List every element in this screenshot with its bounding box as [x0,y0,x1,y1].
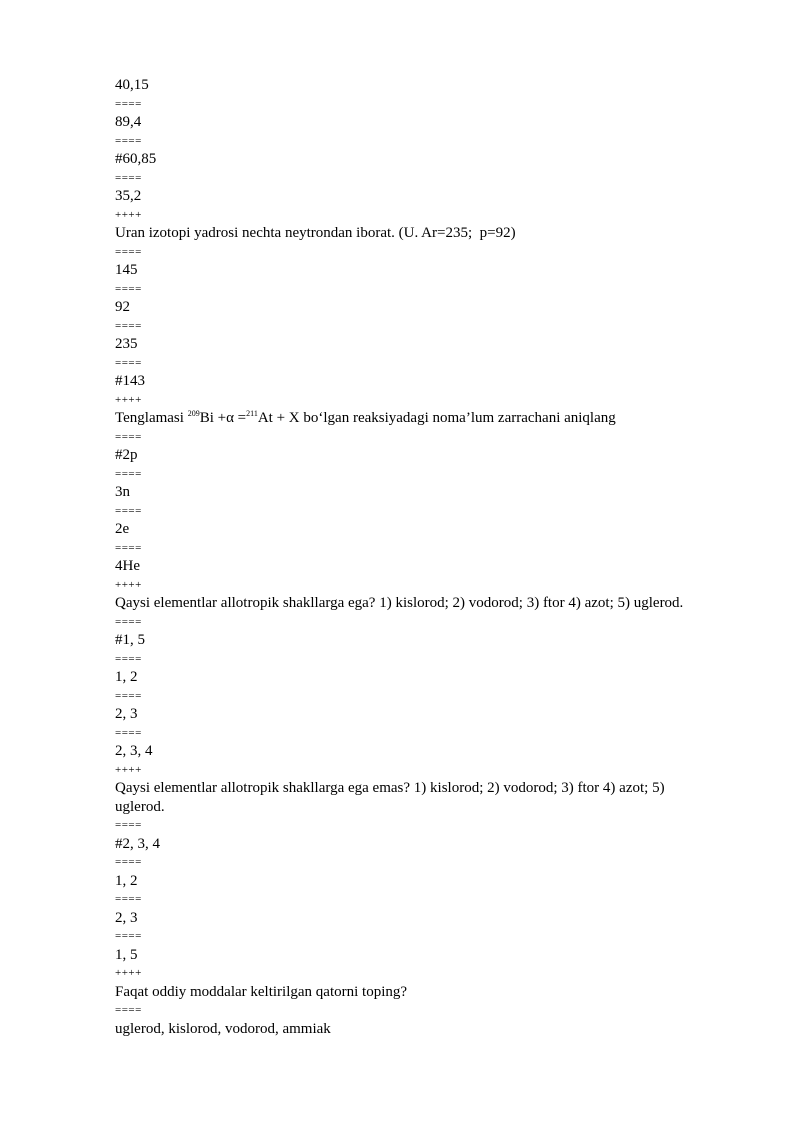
separator-line: ==== [115,134,142,147]
separator-line: ==== [115,819,142,831]
separator-line: ==== [115,726,142,739]
separator-line: ==== [115,356,142,369]
text-line: 3n [115,484,130,500]
document-page [115,76,735,1038]
text-line: Qaysi elementlar allotropik shakllarga ega emas? 1) kislorod; 2) vodorod; 3) ftor 4) azot; 5) uglerod. [115,780,665,815]
separator-line: ==== [115,652,142,665]
mass-number-superscript: 209 [187,409,200,418]
text-line: 2e [115,521,130,537]
text-line: 235 [115,336,138,352]
separator-line: ==== [115,689,142,702]
separator-line: ==== [115,893,142,905]
separator-line: ==== [115,856,142,868]
text-line: #143 [115,373,145,389]
separator-line: ==== [115,171,142,184]
separator-line: ==== [115,467,142,480]
text-line: 145 [115,262,138,278]
text-line: Faqat oddiy moddalar keltirilgan qatorni toping? [115,983,408,1000]
separator-line: ==== [115,282,142,295]
separator-line: ++++ [115,763,142,776]
text-line: uglerod, kislorod, vodorod, ammiak [115,1020,331,1037]
separator-line: ++++ [115,578,142,591]
separator-line: ==== [115,1004,142,1016]
text-line: 89,4 [115,114,142,130]
text-segment: Tenglamasi [115,410,188,426]
separator-line: ==== [115,541,142,554]
text-segment: At + X bo‘lgan reaksiyadagi noma’lum zarrachani aniqlang [257,410,616,426]
text-line: 2, 3 [115,909,138,926]
separator-line: ==== [115,97,142,110]
separator-line: ++++ [115,967,142,979]
text-line: #2, 3, 4 [115,835,160,852]
text-line: 2, 3 [115,706,138,722]
separator-line: ==== [115,504,142,517]
text-line: Uran izotopi yadrosi nechta neytrondan iborat. (U. Ar=235; p=92) [115,225,516,241]
text-line: 4He [115,558,140,574]
separator-line: ==== [115,615,142,628]
separator-line: ==== [115,245,142,258]
text-line: Qaysi elementlar allotropik shakllarga ega? 1) kislorod; 2) vodorod; 3) ftor 4) azot; 5) uglerod. [115,595,684,611]
text-segment: Bi +α = [199,410,247,426]
mass-number-superscript: 211 [246,409,258,418]
text-line: 35,2 [115,188,142,204]
separator-line: ==== [115,930,142,942]
text-line: 1, 2 [115,669,138,685]
text-line: 1, 5 [115,946,138,963]
question-text [115,409,735,428]
separator-line: ++++ [115,208,142,221]
text-line: 92 [115,299,130,315]
text-line: 2, 3, 4 [115,743,153,759]
text-line: 1, 2 [115,872,138,889]
separator-line: ==== [115,319,142,332]
text-line: #1, 5 [115,632,145,648]
text-line: 40,15 [115,77,149,93]
text-line: #2p [115,447,138,463]
separator-line: ==== [115,430,142,443]
separator-line: ++++ [115,393,142,406]
text-line: #60,85 [115,151,157,167]
